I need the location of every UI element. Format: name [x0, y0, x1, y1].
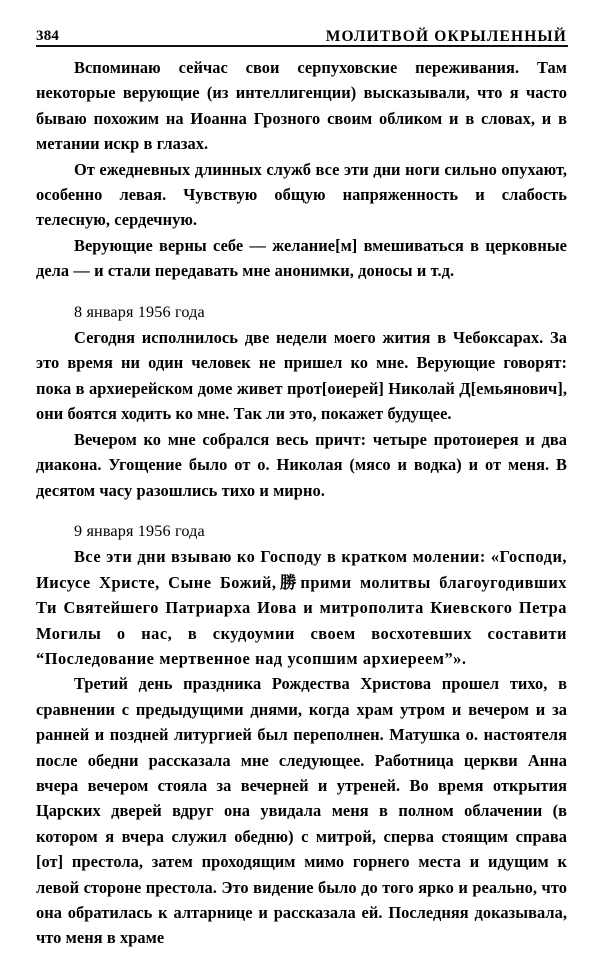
- date-heading: 8 января 1956 года: [74, 302, 205, 321]
- paragraph: От ежедневных длинных служб все эти дни ноги сильно опухают, особенно левая. Чувствую общую напряженность и слабость телесную, сердечную.: [36, 159, 567, 230]
- body-text: [36, 55, 567, 951]
- running-head: [36, 18, 568, 44]
- running-title: МОЛИТВОЙ ОКРЫЛЕННЫЙ: [325, 27, 567, 45]
- paragraph: Вечером ко мне собрался весь причт: четыре протоиерея и два диакона. Угощение было от о. Николая (мясо и водка) и от меня. В десятом часу разошлись тихо и мирно.: [36, 429, 567, 500]
- paragraph: Верующие верны себе — желание[м] вмешиваться в церковные дела — и стали передавать мне анонимки, доносы и т.д.: [36, 235, 567, 281]
- paragraph: Третий день праздника Рождества Христова прошел тихо, в сравнении с предыдущими днями, когда храм утром и вечером и за ранней и поздней литургией был переполнен. Матушка о. настоятеля после обедни рассказала мне следующее. Работница церкви Анна вчера вечером стояла за вечерней и утреней. Во время открытия Царских дверей вдруг она увидала меня в полном облачении (в котором я вчера служил обедню) с митрой, сперва стоящим справа [от] престола, затем проходящим мимо горнего места и идущим к левой стороне престола. Это видение было до того ярко и реально, что она обратилась к алтарнице и рассказала ей. Последняя доказывала, что меня в храме: [36, 674, 567, 948]
- page-number: 384: [36, 28, 60, 44]
- paragraph-quotation: Все эти дни взываю ко Господу в кратком молении: «Господи, Иисусе Христе, Сыне Божий,勝прими молитвы благоугодивших Ти Святейшего Патриарха Иова и митрополита Киевского Петра Могилы о нас, в скудоумии своем восхотевших составити “Последование мертвенное над усопшим архиереем”».: [36, 547, 567, 668]
- paragraph: Вспоминаю сейчас свои серпуховские переживания. Там некоторые верующие (из интеллигенции) высказывали, что я часто бываю похожим на Иоанна Грозного своим обликом и в словах, и в метании искр в глазах.: [36, 58, 567, 154]
- paragraph: Сегодня исполнилось две недели моего жития в Чебоксарах. За это время ни один человек не пришел ко мне. Верующие говорят: пока в архиерейском доме живет прот[оиерей] Николай Д[емьянович], они боятся ходить ко мне. Так ли это, покажет будущее.: [36, 328, 567, 424]
- date-heading: 9 января 1956 года: [74, 521, 205, 540]
- header-divider: [36, 45, 568, 47]
